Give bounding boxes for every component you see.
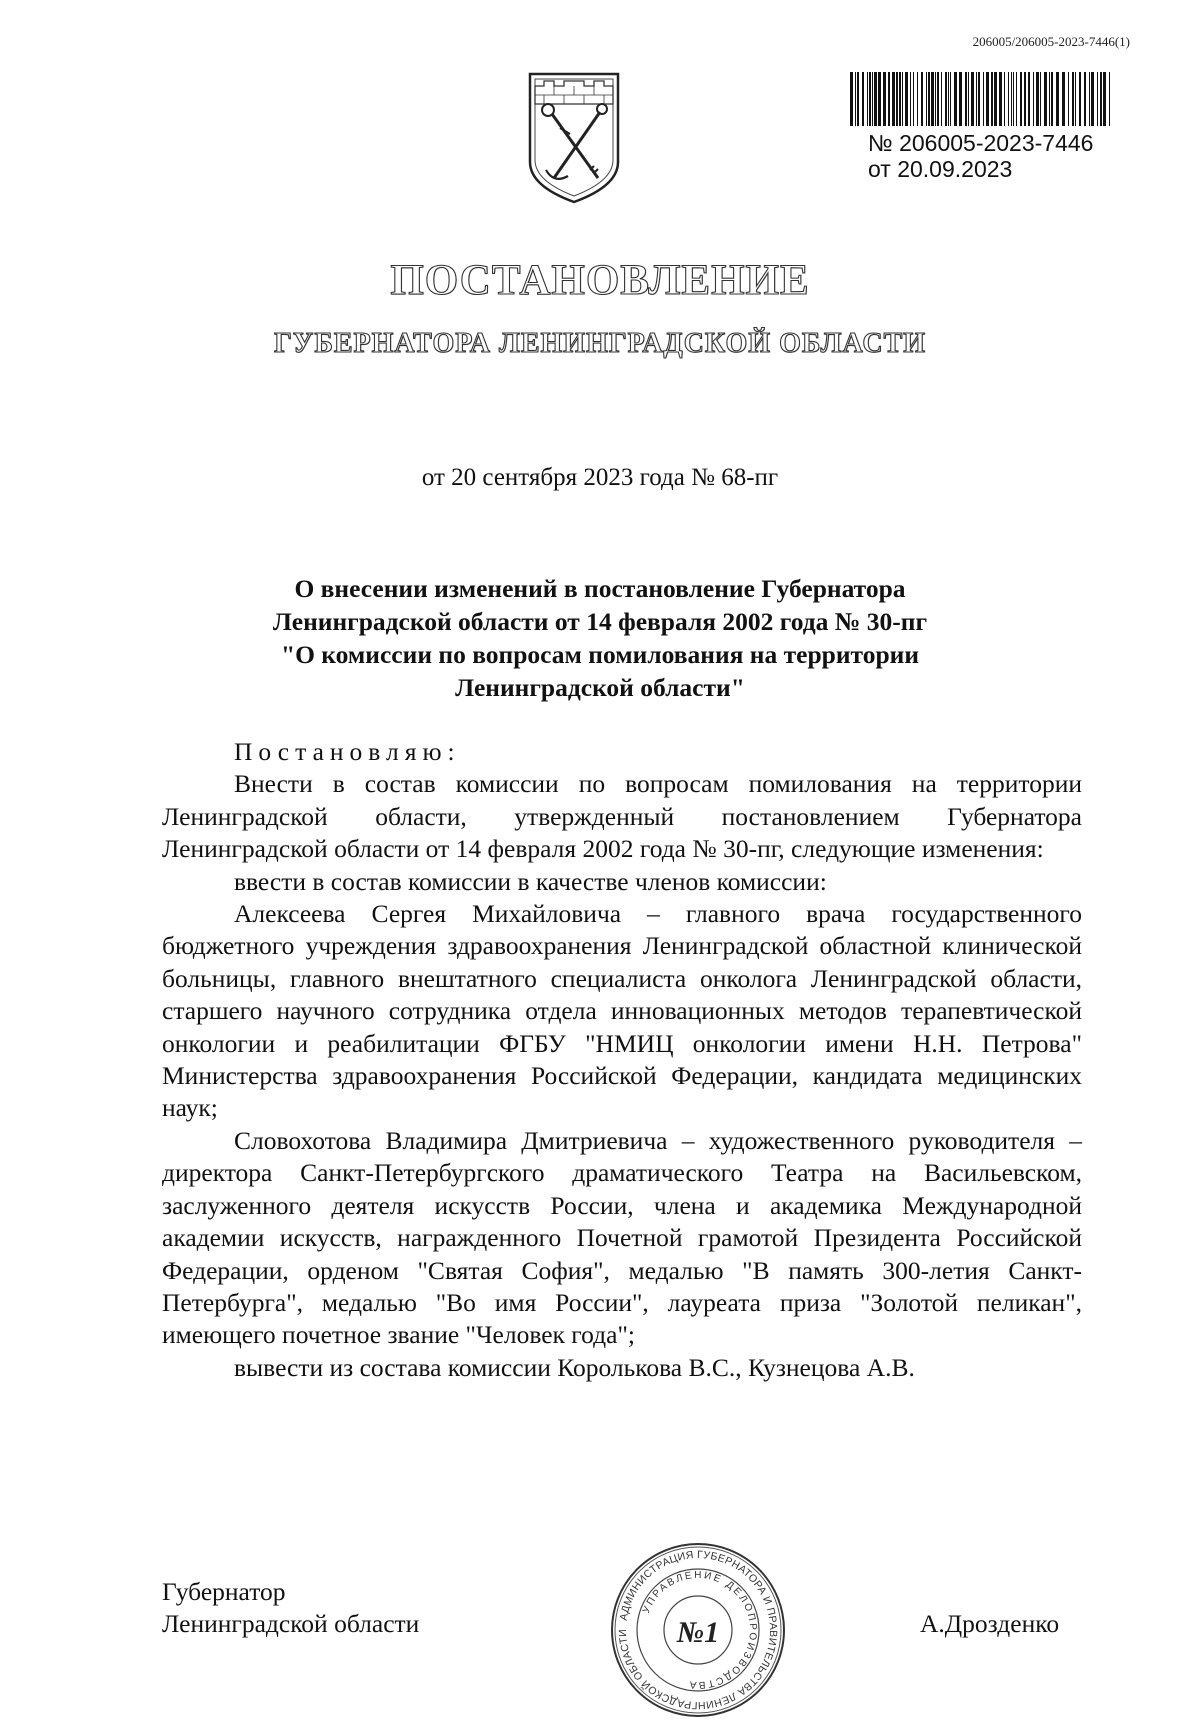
barcode-bar — [931, 72, 934, 126]
subject-line: Ленинградской области" — [455, 673, 745, 702]
document-subtitle: ГУБЕРНАТОРА ЛЕНИНГРАДСКОЙ ОБЛАСТИ — [273, 328, 927, 359]
barcode-bar — [959, 72, 962, 126]
barcode-bar — [913, 72, 914, 126]
barcode-bar — [1008, 72, 1009, 126]
barcode-bar — [1084, 72, 1086, 126]
barcode-bar — [1011, 72, 1012, 126]
document-date-number: от 20 сентября 2023 года № 68-пг — [421, 464, 779, 491]
document-body — [162, 736, 1082, 1384]
barcode-bar — [1024, 72, 1026, 126]
barcode-bar — [874, 72, 877, 126]
signatory-position — [162, 1576, 419, 1640]
barcode-bar — [1075, 72, 1076, 126]
barcode-bar — [1068, 72, 1069, 126]
subject-line: "О комиссии по вопросам помилования на территории — [280, 640, 920, 669]
barcode-bar — [910, 72, 911, 126]
barcode-bar — [937, 72, 939, 126]
barcode-bar — [950, 72, 951, 126]
barcode-bar — [968, 72, 969, 126]
subject-line: О внесении изменений в постановление Губернатора — [294, 574, 906, 603]
body-paragraph: ввести в состав комиссии в качестве членов комиссии: — [234, 866, 827, 896]
svg-text:АДМИНИСТРАЦИЯ ГУБЕРНАТОРА И ПР: АДМИНИСТРАЦИЯ ГУБЕРНАТОРА И ПРАВИТЕЛЬСТВА ЛЕНИНГРАДСКОЙ ОБЛАСТИ — [616, 1548, 780, 1712]
barcode-bar — [976, 72, 977, 126]
barcode-bar — [1040, 72, 1041, 126]
document-reference-number: 206005/206005-2023-7446(1) — [972, 34, 1130, 49]
barcode-bar — [1013, 72, 1014, 126]
subject-line: Ленинградской области от 14 февраля 2002 года № 30-пг — [272, 607, 928, 636]
barcode-bar — [1033, 72, 1034, 126]
barcode-bar — [1051, 72, 1053, 126]
barcode-bar — [978, 72, 980, 126]
barcode-bar — [994, 72, 997, 126]
barcode-bar — [1049, 72, 1050, 126]
barcode-bar — [869, 72, 871, 126]
registration-date: от 20.09.2023 — [868, 156, 1013, 182]
barcode-bar — [928, 72, 930, 126]
barcode-bar — [1020, 72, 1022, 126]
barcode-bar — [888, 72, 890, 126]
barcode-bar — [1089, 72, 1090, 126]
barcode-bar — [983, 72, 984, 126]
barcode-bar — [850, 72, 853, 126]
barcode-bar — [1100, 72, 1102, 126]
barcode-bar — [991, 72, 993, 126]
barcode-bar — [905, 72, 908, 126]
barcode-bar — [1109, 72, 1110, 126]
barcode-bar — [986, 72, 989, 126]
barcode-bar — [899, 72, 901, 126]
barcode-bar — [1044, 72, 1047, 126]
barcode-bar — [926, 72, 927, 126]
document-title: ПОСТАНОВЛЕНИЕ — [390, 257, 810, 304]
barcode-bar — [965, 72, 967, 126]
barcode-bar — [1056, 72, 1059, 126]
barcode-bar — [954, 72, 957, 126]
body-paragraph: Словохотова Владимира Дмитриевича – художественного руководителя – директора Санкт-Петербургского драматического Театра на Васильевском, заслуженного деятеля искусств России, члена и академика Международной академии искусств, награжденного Почетной грамотой Президента Российской Федерации, орденом "Святая София", медалью "В память 300-летия Санкт-Петербурга", медалью "Во имя России", лауреата приза "Золотой пеликан", имеющего почетное звание "Человек года"; — [162, 1125, 1082, 1350]
barcode-bar — [857, 72, 859, 126]
barcode-bar — [867, 72, 868, 126]
barcode-bar — [971, 72, 974, 126]
svg-text:№1: №1 — [676, 1616, 720, 1649]
signatory-position-line: Ленинградской области — [162, 1609, 420, 1638]
resolve-heading: Постановляю: — [234, 737, 461, 766]
registration-number: № 206005-2023-7446 — [868, 130, 1094, 156]
barcode-bar — [896, 72, 898, 126]
document-subject — [170, 572, 1030, 704]
barcode-bar — [921, 72, 923, 126]
barcode-bar — [878, 72, 881, 126]
barcode-bar — [948, 72, 949, 126]
svg-text:УПРАВЛЕНИЕ ДЕЛОПРОИЗВОДСТВА: УПРАВЛЕНИЕ ДЕЛОПРОИЗВОДСТВА — [640, 1569, 759, 1691]
barcode-bar — [1028, 72, 1030, 126]
barcode-bar — [1062, 72, 1065, 126]
barcode-bar — [1004, 72, 1005, 126]
barcode-bar — [935, 72, 936, 126]
body-paragraph: вывести из состава комиссии Королькова В.С., Кузнецова А.В. — [234, 1352, 915, 1382]
barcode-bar — [855, 72, 856, 126]
barcode-bar — [1103, 72, 1106, 126]
signatory-name: А.Дрозденко — [920, 1609, 1060, 1638]
barcode-bar — [1079, 72, 1081, 126]
body-paragraph: Внести в состав комиссии по вопросам помилования на территории Ленинградской области, утвержденный постановлением Губернатора Ленинградской области от 14 февраля 2002 года № 30-пг, следующие изменения: — [162, 769, 1082, 864]
barcode-bar — [1036, 72, 1039, 126]
barcode-bar — [1016, 72, 1017, 126]
barcode-bar — [862, 72, 864, 126]
coat-of-arms-emblem — [524, 70, 624, 206]
barcode-bar — [945, 72, 947, 126]
barcode — [850, 72, 1112, 126]
official-seal-stamp — [608, 1540, 788, 1720]
barcode-bar — [999, 72, 1002, 126]
barcode-bar — [1091, 72, 1094, 126]
barcode-bar — [892, 72, 895, 126]
barcode-bar — [917, 72, 918, 126]
barcode-bar — [941, 72, 942, 126]
body-paragraph: Алексеева Сергея Михайловича – главного врача государственного бюджетного учреждения здравоохранения Ленинградской областной клинической больницы, главного внештатного специалиста онколога Ленинградской области, старшего научного сотрудника отдела инновационных методов терапевтической онкологии и реабилитации ФГБУ "НМИЦ онкологии имени Н.Н. Петрова" Министерства здравоохранения Российской Федерации, кандидата медицинских наук; — [162, 899, 1082, 1123]
barcode-bar — [1097, 72, 1098, 126]
barcode-bar — [1072, 72, 1074, 126]
barcode-bar — [872, 72, 873, 126]
signatory-position-line: Губернатор — [162, 1577, 286, 1606]
barcode-bar — [902, 72, 903, 126]
barcode-bar — [883, 72, 886, 126]
